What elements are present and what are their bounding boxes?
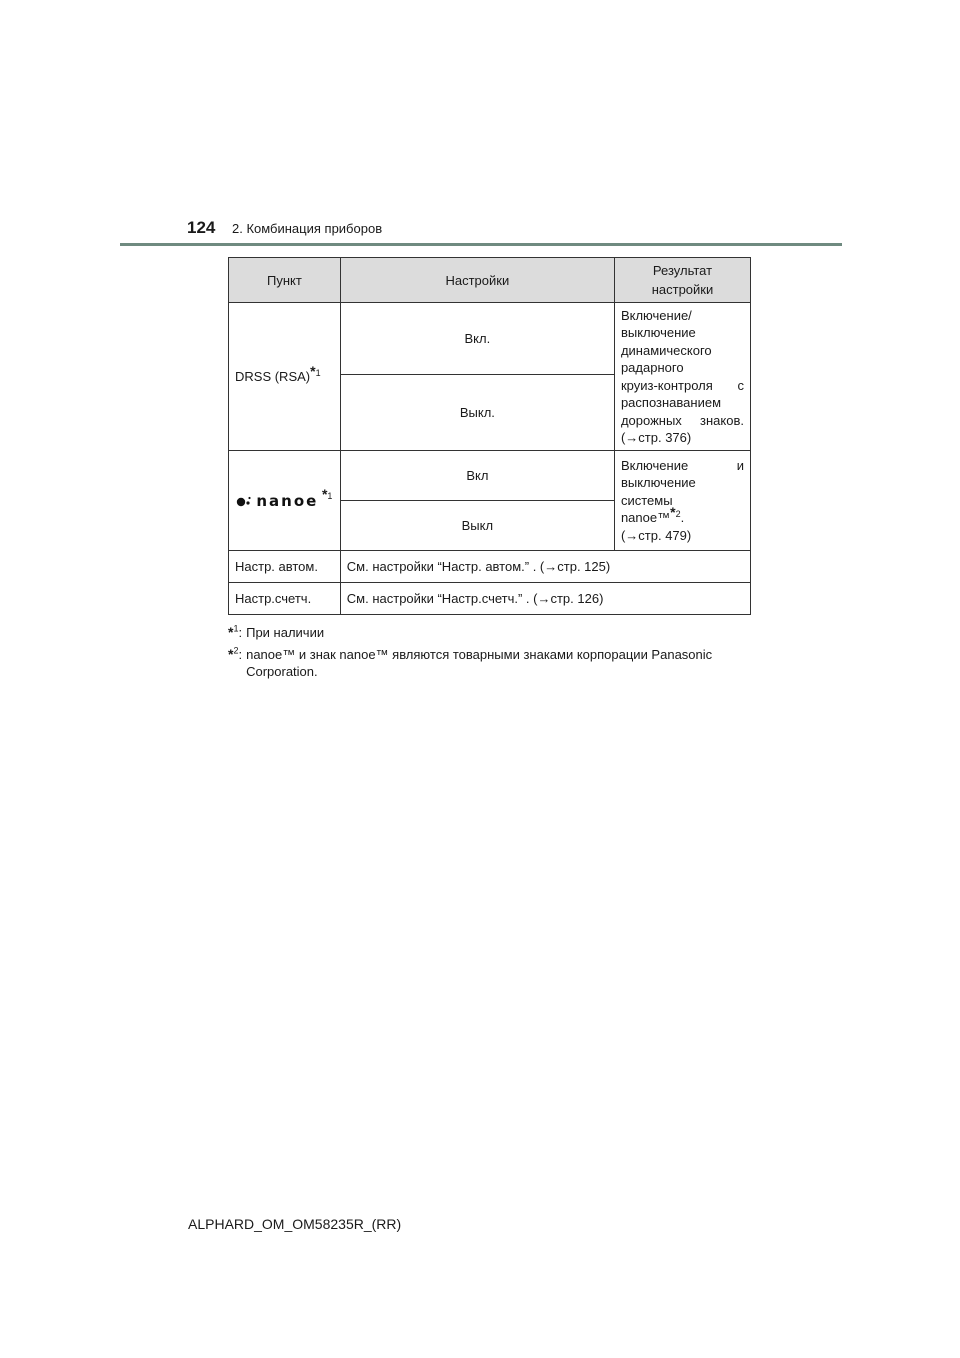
counter-item: Настр.счетч. (229, 583, 341, 615)
drss-result-cell (614, 303, 750, 451)
drss-result-line: дорожных знаков. (620, 412, 744, 428)
nanoe-result-cell (614, 451, 750, 551)
header-item: Пункт (229, 258, 341, 303)
drss-item-label: DRSS (RSA) (235, 369, 311, 384)
table-row (229, 583, 751, 615)
table-row (229, 303, 751, 375)
drss-setting-on: Вкл. (340, 303, 614, 375)
drss-result-ref: (→стр. 376) (620, 430, 692, 445)
footnote-text: При наличии (246, 625, 325, 640)
drss-result-line: динамического (620, 342, 712, 358)
footnote-text: nanoe™ и знак nanoe™ являются товарными знаками корпорации Panasonic Corporation. (246, 647, 713, 679)
table-header-row (229, 258, 751, 303)
footnotes (228, 624, 748, 685)
header-rule (120, 243, 842, 246)
footnote-mark: *$^2$: (228, 645, 243, 662)
auto-setting: См. настройки “Настр. автом.” . (→стр. 125) (340, 551, 750, 583)
drss-result-line: Включение/ (620, 307, 692, 323)
nanoe-logo: nanoe (236, 492, 318, 510)
auto-item: Настр. автом. (229, 551, 341, 583)
nanoe-setting-on: Вкл (340, 451, 614, 501)
header-result-line2: настройки (651, 282, 714, 297)
nanoe-dots-icon (236, 494, 252, 508)
drss-item-cell (229, 303, 341, 451)
drss-result-line: радарного (620, 360, 684, 375)
nanoe-setting-off: Выкл (340, 501, 614, 551)
drss-result-line: круиз-контроля с (620, 377, 744, 393)
nanoe-footnote-ref: *1 (321, 485, 333, 502)
nanoe-result-line: системы (620, 492, 673, 508)
nanoe-result-line: nanoe™$^{*2}$. (620, 503, 685, 526)
table-row (229, 451, 751, 501)
nanoe-result-ref: (→стр. 479) (620, 527, 692, 543)
header-result-line1: Результат (652, 263, 713, 278)
footnote-mark: *$^1$: (228, 623, 243, 640)
header-result (614, 258, 750, 303)
drss-result-line: выключение (620, 325, 696, 340)
document-code: ALPHARD_OM_OM58235R_(RR) (188, 1216, 402, 1232)
drss-footnote-ref: *1 (310, 362, 321, 379)
drss-setting-off: Выкл. (340, 375, 614, 451)
header-settings: Настройки (340, 258, 614, 303)
footnote (228, 646, 748, 680)
footnote (228, 624, 748, 641)
drss-result-line: распознаванием (620, 395, 722, 410)
nanoe-item-cell (229, 451, 341, 551)
nanoe-result-line: выключение (620, 475, 696, 491)
table-row (229, 551, 751, 583)
chapter-title: 2. Комбинация приборов (232, 221, 383, 236)
settings-table (228, 257, 751, 615)
counter-setting: См. настройки “Настр.счетч.” . (→стр. 126) (340, 583, 750, 615)
page-number: 124 (187, 218, 216, 237)
nanoe-result-line: Включение и (620, 457, 744, 473)
